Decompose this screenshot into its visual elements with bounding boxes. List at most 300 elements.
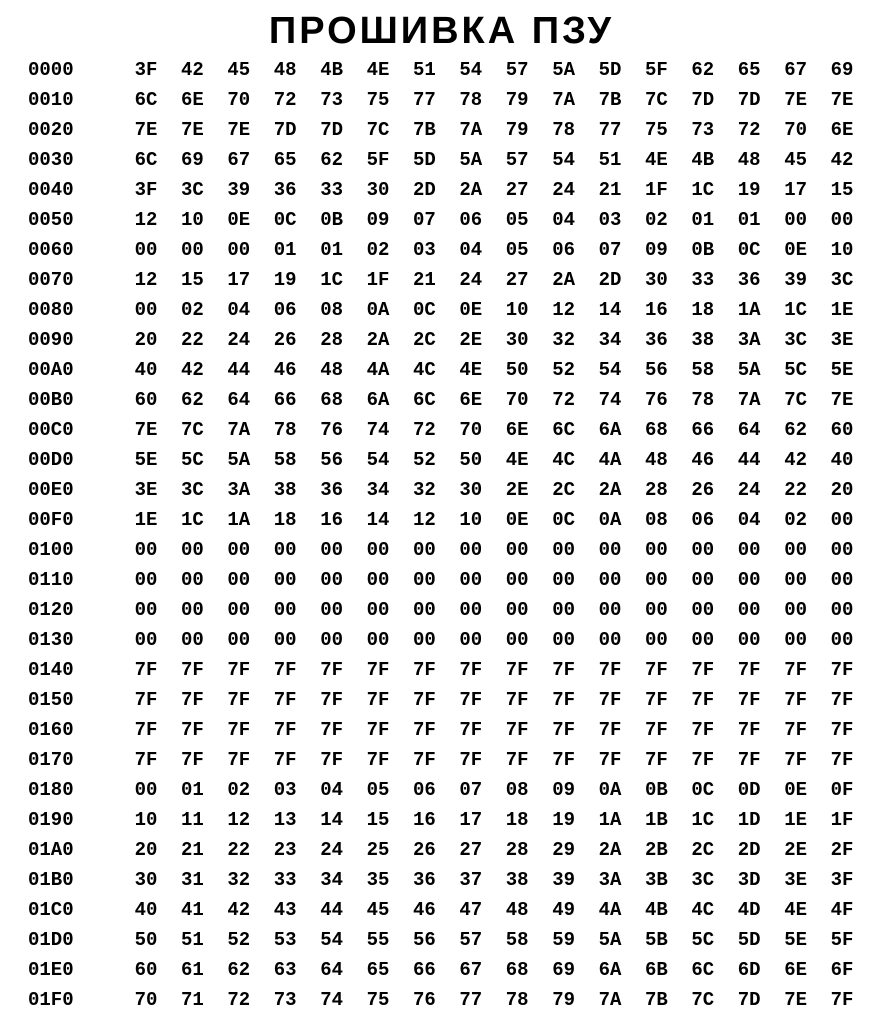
byte-value: 39: [552, 869, 575, 891]
byte-value: 34: [598, 329, 622, 351]
byte-value: 0A: [598, 779, 622, 801]
byte-value: 7F: [459, 749, 483, 771]
byte-value: 29: [552, 839, 575, 861]
dump-row: [0, 505, 883, 535]
byte-value: 67: [227, 149, 251, 171]
row-address: 0150: [28, 689, 74, 711]
row-address: 0170: [28, 749, 74, 771]
row-address: 01F0: [28, 989, 74, 1011]
byte-value: 00: [784, 569, 807, 591]
row-address: 01A0: [28, 839, 74, 861]
byte-value: 7F: [320, 719, 343, 741]
byte-value: 00: [412, 629, 436, 651]
byte-value: 47: [459, 899, 483, 921]
byte-value: 25: [366, 839, 390, 861]
byte-value: 4E: [784, 899, 807, 921]
byte-value: 07: [412, 209, 436, 231]
byte-value: 53: [273, 929, 297, 951]
byte-value: 6A: [598, 419, 622, 441]
dump-row: [0, 175, 883, 205]
byte-value: 30: [366, 179, 390, 201]
byte-value: 1C: [691, 179, 715, 201]
byte-value: 00: [134, 779, 158, 801]
row-address: 0100: [28, 539, 74, 561]
byte-value: 58: [505, 929, 529, 951]
byte-value: 3C: [784, 329, 807, 351]
byte-value: 00: [691, 569, 715, 591]
byte-value: 5A: [737, 359, 761, 381]
byte-value: 1E: [784, 809, 807, 831]
byte-value: 36: [320, 479, 343, 501]
dump-row: [0, 925, 883, 955]
byte-value: 06: [412, 779, 436, 801]
row-address: 00D0: [28, 449, 74, 471]
byte-value: 7F: [134, 659, 158, 681]
byte-value: 7E: [830, 389, 854, 411]
byte-value: 7F: [830, 749, 854, 771]
byte-value: 00: [552, 629, 575, 651]
byte-value: 00: [784, 599, 807, 621]
byte-value: 00: [134, 539, 158, 561]
byte-value: 6B: [644, 959, 668, 981]
byte-value: 2F: [830, 839, 854, 861]
row-address: 0120: [28, 599, 74, 621]
byte-value: 26: [691, 479, 715, 501]
byte-value: 0E: [784, 779, 807, 801]
byte-value: 5C: [691, 929, 715, 951]
byte-value: 02: [366, 239, 390, 261]
byte-value: 62: [320, 149, 343, 171]
dump-row: [0, 595, 883, 625]
byte-value: 7F: [552, 689, 575, 711]
byte-value: 27: [505, 269, 529, 291]
byte-value: 6A: [366, 389, 390, 411]
row-address: 00E0: [28, 479, 74, 501]
byte-value: 24: [320, 839, 343, 861]
byte-value: 00: [552, 599, 575, 621]
byte-value: 00: [598, 539, 622, 561]
byte-value: 62: [227, 959, 251, 981]
byte-value: 5A: [227, 449, 251, 471]
byte-value: 1B: [644, 809, 668, 831]
byte-value: 00: [505, 539, 529, 561]
byte-value: 2A: [598, 479, 622, 501]
byte-value: 2A: [598, 839, 622, 861]
byte-value: 00: [830, 569, 854, 591]
byte-value: 64: [737, 419, 761, 441]
byte-value: 09: [644, 239, 668, 261]
byte-value: 00: [459, 629, 483, 651]
byte-value: 42: [227, 899, 251, 921]
byte-value: 3C: [830, 269, 854, 291]
byte-value: 62: [784, 419, 807, 441]
byte-value: 1C: [180, 509, 204, 531]
byte-value: 7F: [691, 659, 715, 681]
byte-value: 57: [505, 59, 529, 81]
byte-value: 00: [320, 629, 343, 651]
byte-value: 52: [227, 929, 251, 951]
byte-value: 66: [412, 959, 436, 981]
dump-row: [0, 355, 883, 385]
dump-row: [0, 145, 883, 175]
byte-value: 7F: [273, 689, 297, 711]
byte-value: 1D: [737, 809, 761, 831]
byte-value: 7F: [459, 719, 483, 741]
byte-value: 7F: [552, 659, 575, 681]
byte-value: 48: [273, 59, 297, 81]
dump-row: [0, 715, 883, 745]
byte-value: 56: [320, 449, 343, 471]
byte-value: 48: [320, 359, 343, 381]
byte-value: 34: [320, 869, 343, 891]
row-address: 00C0: [28, 419, 74, 441]
dump-row: [0, 565, 883, 595]
byte-value: 12: [412, 509, 436, 531]
byte-value: 7F: [505, 659, 529, 681]
byte-value: 50: [459, 449, 483, 471]
byte-value: 4A: [598, 449, 622, 471]
byte-value: 00: [644, 569, 668, 591]
byte-value: 7F: [134, 719, 158, 741]
byte-value: 10: [830, 239, 854, 261]
byte-value: 0A: [598, 509, 622, 531]
byte-value: 69: [180, 149, 204, 171]
byte-value: 13: [273, 809, 297, 831]
dump-row: [0, 535, 883, 565]
byte-value: 18: [691, 299, 715, 321]
byte-value: 7F: [366, 689, 390, 711]
byte-value: 31: [180, 869, 204, 891]
byte-value: 00: [644, 629, 668, 651]
byte-value: 7F: [180, 689, 204, 711]
byte-value: 7F: [320, 749, 343, 771]
byte-value: 4D: [737, 899, 761, 921]
byte-value: 00: [366, 569, 390, 591]
byte-value: 01: [273, 239, 297, 261]
byte-value: 07: [598, 239, 622, 261]
byte-value: 32: [412, 479, 436, 501]
byte-value: 73: [691, 119, 715, 141]
byte-value: 00: [134, 299, 158, 321]
byte-value: 7F: [784, 689, 807, 711]
byte-value: 18: [505, 809, 529, 831]
byte-value: 21: [180, 839, 204, 861]
byte-value: 7F: [366, 719, 390, 741]
byte-value: 57: [459, 929, 483, 951]
byte-value: 54: [320, 929, 343, 951]
byte-value: 5E: [830, 359, 854, 381]
byte-value: 7E: [784, 89, 807, 111]
row-address: 0010: [28, 89, 74, 111]
byte-value: 6E: [505, 419, 529, 441]
byte-value: 4E: [644, 149, 668, 171]
byte-value: 7F: [830, 659, 854, 681]
byte-value: 0F: [830, 779, 854, 801]
byte-value: 00: [505, 569, 529, 591]
byte-value: 7F: [134, 749, 158, 771]
dump-row: [0, 115, 883, 145]
byte-value: 00: [459, 539, 483, 561]
byte-value: 36: [737, 269, 761, 291]
byte-value: 00: [691, 539, 715, 561]
byte-value: 68: [505, 959, 529, 981]
byte-value: 7F: [180, 659, 204, 681]
byte-value: 37: [459, 869, 483, 891]
byte-value: 22: [180, 329, 204, 351]
byte-value: 17: [227, 269, 251, 291]
byte-value: 4C: [412, 359, 436, 381]
byte-value: 3A: [227, 479, 251, 501]
byte-value: 42: [830, 149, 854, 171]
byte-value: 76: [412, 989, 436, 1011]
byte-value: 00: [505, 599, 529, 621]
byte-value: 4E: [459, 359, 483, 381]
byte-value: 5F: [366, 149, 390, 171]
byte-value: 00: [830, 599, 854, 621]
byte-value: 21: [598, 179, 622, 201]
byte-value: 00: [227, 569, 251, 591]
byte-value: 10: [459, 509, 483, 531]
byte-value: 24: [737, 479, 761, 501]
byte-value: 0E: [459, 299, 483, 321]
byte-value: 0A: [366, 299, 390, 321]
byte-value: 05: [366, 779, 390, 801]
byte-value: 7C: [366, 119, 390, 141]
byte-value: 7D: [691, 89, 715, 111]
byte-value: 6D: [737, 959, 761, 981]
byte-value: 74: [598, 389, 622, 411]
byte-value: 06: [459, 209, 483, 231]
byte-value: 11: [180, 809, 204, 831]
byte-value: 7F: [598, 689, 622, 711]
byte-value: 46: [273, 359, 297, 381]
byte-value: 0E: [784, 239, 807, 261]
byte-value: 00: [180, 569, 204, 591]
byte-value: 4E: [505, 449, 529, 471]
byte-value: 75: [644, 119, 668, 141]
byte-value: 2A: [552, 269, 575, 291]
byte-value: 00: [180, 599, 204, 621]
byte-value: 15: [180, 269, 204, 291]
byte-value: 7C: [784, 389, 807, 411]
byte-value: 67: [459, 959, 483, 981]
byte-value: 26: [273, 329, 297, 351]
byte-value: 65: [366, 959, 390, 981]
byte-value: 04: [552, 209, 575, 231]
byte-value: 7E: [784, 989, 807, 1011]
byte-value: 41: [180, 899, 204, 921]
dump-row: [0, 445, 883, 475]
byte-value: 00: [830, 209, 854, 231]
byte-value: 20: [134, 839, 158, 861]
row-address: 0140: [28, 659, 74, 681]
byte-value: 77: [598, 119, 622, 141]
byte-value: 00: [180, 539, 204, 561]
page-title: ПРОШИВКА ПЗУ: [268, 10, 615, 52]
byte-value: 00: [784, 629, 807, 651]
byte-value: 09: [552, 779, 575, 801]
byte-value: 14: [320, 809, 343, 831]
row-address: 0050: [28, 209, 74, 231]
byte-value: 56: [412, 929, 436, 951]
dump-row: [0, 955, 883, 985]
byte-value: 30: [644, 269, 668, 291]
byte-value: 7C: [691, 989, 715, 1011]
byte-value: 3A: [598, 869, 622, 891]
byte-value: 7F: [598, 749, 622, 771]
byte-value: 7C: [644, 89, 668, 111]
byte-value: 16: [644, 299, 668, 321]
row-address: 0020: [28, 119, 74, 141]
byte-value: 65: [737, 59, 761, 81]
dump-row: [0, 895, 883, 925]
byte-value: 6C: [134, 149, 158, 171]
dump-row: [0, 205, 883, 235]
byte-value: 7A: [227, 419, 251, 441]
dump-row: [0, 745, 883, 775]
byte-value: 7D: [737, 989, 761, 1011]
byte-value: 7A: [459, 119, 483, 141]
row-address: 0180: [28, 779, 74, 801]
byte-value: 00: [227, 239, 251, 261]
byte-value: 7F: [505, 719, 529, 741]
byte-value: 0C: [691, 779, 715, 801]
byte-value: 00: [273, 569, 297, 591]
byte-value: 70: [134, 989, 158, 1011]
byte-value: 3F: [830, 869, 854, 891]
byte-value: 42: [784, 449, 807, 471]
byte-value: 7F: [644, 659, 668, 681]
byte-value: 00: [320, 569, 343, 591]
byte-value: 49: [552, 899, 575, 921]
byte-value: 28: [644, 479, 668, 501]
byte-value: 00: [598, 569, 622, 591]
byte-value: 00: [180, 239, 204, 261]
row-address: 00A0: [28, 359, 74, 381]
byte-value: 73: [273, 989, 297, 1011]
byte-value: 59: [552, 929, 575, 951]
byte-value: 69: [830, 59, 854, 81]
byte-value: 00: [552, 539, 575, 561]
byte-value: 7F: [320, 689, 343, 711]
byte-value: 1C: [320, 269, 343, 291]
byte-value: 7D: [273, 119, 297, 141]
byte-value: 2C: [552, 479, 575, 501]
byte-value: 39: [784, 269, 807, 291]
byte-value: 6C: [691, 959, 715, 981]
byte-value: 00: [598, 599, 622, 621]
byte-value: 10: [134, 809, 158, 831]
byte-value: 15: [830, 179, 854, 201]
byte-value: 08: [320, 299, 343, 321]
byte-value: 00: [552, 569, 575, 591]
byte-value: 00: [412, 539, 436, 561]
byte-value: 1F: [644, 179, 668, 201]
byte-value: 00: [459, 569, 483, 591]
byte-value: 0B: [644, 779, 668, 801]
byte-value: 24: [459, 269, 483, 291]
byte-value: 7A: [552, 89, 575, 111]
byte-value: 64: [320, 959, 343, 981]
byte-value: 5D: [412, 149, 436, 171]
byte-value: 7F: [830, 689, 854, 711]
byte-value: 79: [552, 989, 575, 1011]
byte-value: 33: [273, 869, 297, 891]
byte-value: 7F: [552, 719, 575, 741]
dump-row: [0, 235, 883, 265]
byte-value: 78: [691, 389, 715, 411]
byte-value: 0C: [412, 299, 436, 321]
byte-value: 75: [366, 989, 390, 1011]
dump-row: [0, 385, 883, 415]
row-address: 01E0: [28, 959, 74, 981]
byte-value: 4A: [598, 899, 622, 921]
byte-value: 4E: [366, 59, 390, 81]
dump-row: [0, 85, 883, 115]
byte-value: 21: [412, 269, 436, 291]
byte-value: 14: [366, 509, 390, 531]
byte-value: 7F: [830, 989, 854, 1011]
byte-value: 00: [505, 629, 529, 651]
byte-value: 60: [134, 389, 158, 411]
dump-row: [0, 655, 883, 685]
dump-row: [0, 805, 883, 835]
byte-value: 7F: [644, 689, 668, 711]
byte-value: 72: [737, 119, 761, 141]
byte-value: 1A: [598, 809, 622, 831]
byte-value: 46: [412, 899, 436, 921]
byte-value: 2A: [366, 329, 390, 351]
byte-value: 00: [227, 539, 251, 561]
byte-value: 7E: [227, 119, 251, 141]
row-address: 00F0: [28, 509, 74, 531]
byte-value: 7F: [598, 719, 622, 741]
byte-value: 7F: [505, 749, 529, 771]
row-address: 0000: [28, 59, 74, 81]
byte-value: 12: [227, 809, 251, 831]
byte-value: 48: [644, 449, 668, 471]
byte-value: 3C: [691, 869, 715, 891]
row-address: 0070: [28, 269, 74, 291]
byte-value: 7A: [598, 989, 622, 1011]
byte-value: 04: [737, 509, 761, 531]
byte-value: 36: [412, 869, 436, 891]
byte-value: 7F: [273, 749, 297, 771]
byte-value: 39: [227, 179, 251, 201]
byte-value: 5A: [459, 149, 483, 171]
dump-row: [0, 325, 883, 355]
byte-value: 7F: [459, 689, 483, 711]
byte-value: 7F: [412, 749, 436, 771]
byte-value: 76: [644, 389, 668, 411]
byte-value: 51: [598, 149, 622, 171]
byte-value: 7F: [459, 659, 483, 681]
byte-value: 1F: [366, 269, 390, 291]
byte-value: 3F: [134, 59, 158, 81]
byte-value: 5F: [830, 929, 854, 951]
byte-value: 73: [320, 89, 343, 111]
byte-value: 7F: [134, 689, 158, 711]
byte-value: 6E: [830, 119, 854, 141]
byte-value: 36: [273, 179, 297, 201]
byte-value: 1F: [830, 809, 854, 831]
byte-value: 03: [412, 239, 436, 261]
byte-value: 22: [784, 479, 807, 501]
byte-value: 20: [830, 479, 854, 501]
byte-value: 54: [366, 449, 390, 471]
dump-row: [0, 865, 883, 895]
byte-value: 00: [273, 629, 297, 651]
